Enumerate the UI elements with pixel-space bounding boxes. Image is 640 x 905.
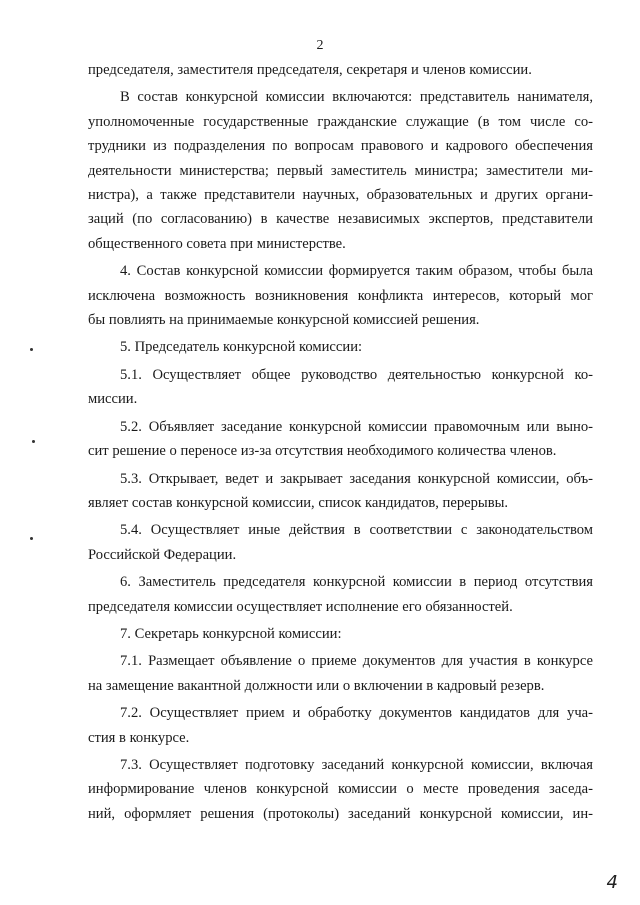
text-line: Российской Федерации. (88, 546, 237, 563)
text-line: общественного совета при министерстве. (88, 235, 346, 252)
scan-speck (30, 348, 33, 351)
handwritten-page-mark: 4 (606, 872, 618, 893)
text-line: сит решение о переносе из-за отсутствия необходимого количества членов. (88, 443, 557, 460)
text-line: 5. Председатель конкурсной комиссии: (120, 339, 363, 356)
text-line: 5.4. Осуществляет иные действия в соответствии с законодательством (120, 522, 593, 539)
text-line: ний, оформляет решения (протоколы) заседаний конкурсной комиссии, ин- (88, 805, 593, 822)
text-line: являет состав конкурсной комиссии, список кандидатов, перерывы. (88, 494, 509, 511)
text-line: исключена возможность возникновения конфликта интересов, который мог (88, 287, 593, 304)
text-line: информирование членов конкурсной комиссии о месте проведения заседа- (88, 781, 593, 798)
text-line: председателя, заместителя председателя, секретаря и членов комиссии. (88, 62, 532, 78)
text-line: миссии. (88, 391, 138, 408)
text-line: 5.3. Открывает, ведет и закрывает заседания конкурсной комиссии, объ- (120, 470, 593, 487)
text-line: председателя комиссии осуществляет исполнение его обязанностей. (88, 598, 513, 615)
text-line: бы повлиять на принимаемые конкурсной комиссией решения. (88, 312, 480, 329)
text-line: 7.2. Осуществляет прием и обработку документов кандидатов для уча- (120, 705, 593, 722)
text-line: трудники из подразделения по вопросам правового и кадрового обеспечения (88, 138, 593, 155)
page-number: 2 (316, 38, 324, 53)
text-line: деятельности министерства; первый заместитель министра; заместители ми- (88, 162, 593, 179)
text-line: на замещение вакантной должности или о включении в кадровый резерв. (88, 677, 545, 694)
text-line: 5.2. Объявляет заседание конкурсной комиссии правомочным или выно- (120, 418, 593, 435)
text-line: нистра), а также представители научных, образовательных и других органи- (88, 187, 593, 204)
scan-speck (30, 537, 33, 540)
text-line: 7. Секретарь конкурсной комиссии: (120, 625, 342, 642)
document-body (88, 58, 593, 826)
text-line: заций (по согласованию) в качестве независимых экспертов, представители (88, 211, 593, 228)
text-line: 7.1. Размещает объявление о приеме документов для участия в конкурсе (120, 653, 593, 670)
text-line: 5.1. Осуществляет общее руководство деятельностью конкурсной ко- (120, 366, 593, 383)
text-line: 4. Состав конкурсной комиссии формируется таким образом, чтобы была (120, 263, 593, 280)
text-line: стия в конкурсе. (88, 729, 190, 746)
text-line: уполномоченные государственные гражданские служащие (в том числе со- (88, 113, 593, 130)
text-line: 7.3. Осуществляет подготовку заседаний конкурсной комиссии, включая (120, 756, 593, 773)
text-line: 6. Заместитель председателя конкурсной комиссии в период отсутствия (120, 574, 593, 591)
scan-speck (32, 440, 35, 443)
text-line: В состав конкурсной комиссии включаются: представитель нанимателя, (120, 89, 593, 106)
